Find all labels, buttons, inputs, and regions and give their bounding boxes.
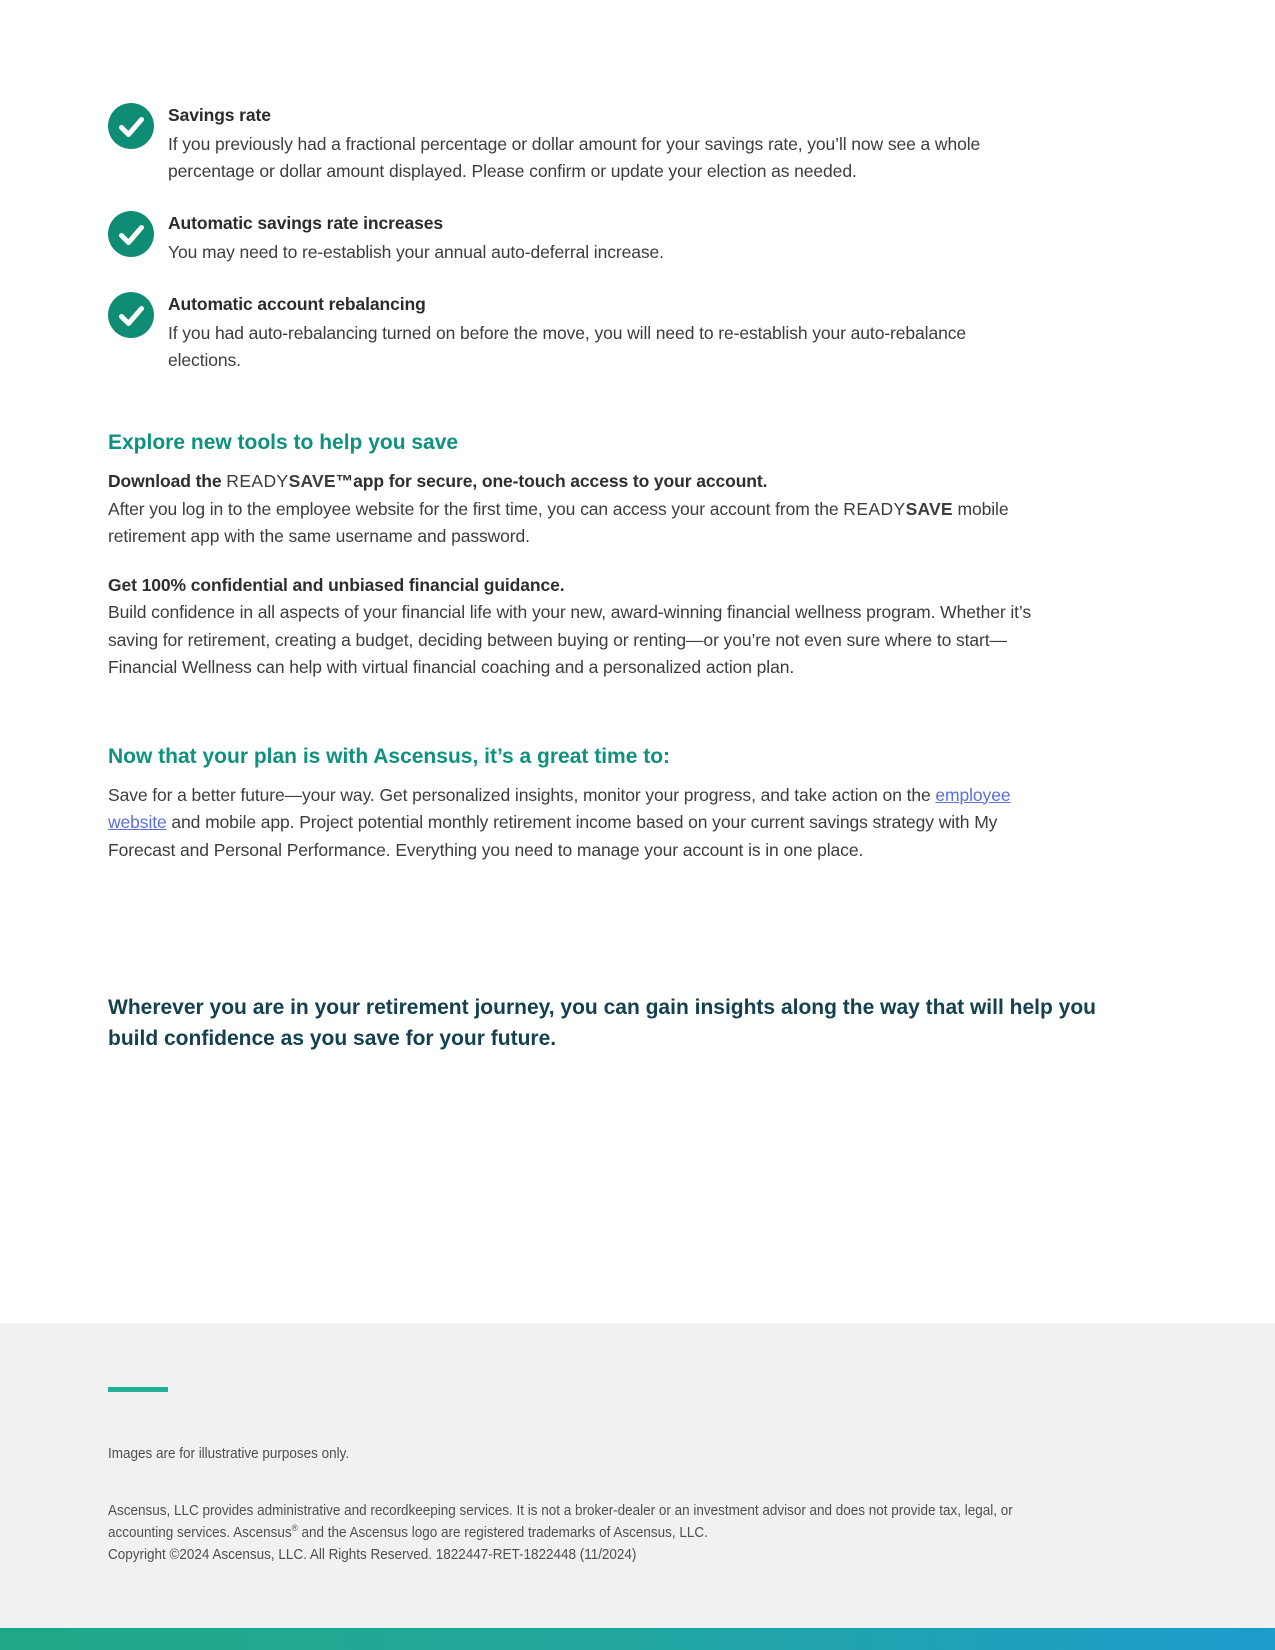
illustrative-note: Images are for illustrative purposes only. (108, 1446, 350, 1462)
check-circle-icon (108, 292, 154, 338)
list-item (108, 103, 998, 185)
section-heading: Explore new tools to help you save (108, 431, 459, 454)
plan-paragraph: Save for a better future—your way. Get personalized insights, monitor your progress, and take action on the employee website and mobile app. Project potential monthly retirement income based on your current savings strategy with My Forecast and Personal Performance. Everything you need to manage your account is in one place. (108, 784, 1011, 860)
page-footer (0, 1323, 1275, 1628)
download-paragraph: Download the READYSAVE™app for secure, one-touch access to your account. After you log in to the employee website for the first time, you can access your account from the READYSAVE mobile retirement app with the same username and password. (108, 471, 1009, 546)
registered-mark: ® (291, 1523, 298, 1534)
brand-readysave: READY (226, 471, 289, 491)
list-item (108, 292, 998, 374)
page-content (108, 0, 1168, 1075)
check-item-body: You may need to re-establish your annual auto-deferral increase. (168, 242, 664, 262)
check-circle-icon (108, 103, 154, 149)
check-item-body: If you previously had a fractional percentage or dollar amount for your savings rate, you’ll now see a whole percentage or dollar amount displayed. Please confirm or update your election as needed. (168, 134, 981, 181)
check-item-body: If you had auto-rebalancing turned on before the move, you will need to re-establish your auto-rebalance elections. (168, 323, 967, 370)
checklist-section (108, 0, 1168, 374)
brand-readysave: READY (843, 498, 906, 519)
check-circle-icon (108, 211, 154, 257)
explore-tools-section (108, 430, 1168, 682)
legal-disclaimer: Ascensus, LLC provides administrative and recordkeeping services. It is not a broker-dealer or an investment advisor and does not provide tax, legal, or accounting services. Ascensus® and the Ascensus logo are registered trademarks of Ascensus, LLC. (108, 1503, 1013, 1541)
teal-dash-rule (108, 1387, 168, 1392)
gradient-bottom-bar (0, 1628, 1275, 1650)
closing-statement: Wherever you are in your retirement journey, you can gain insights along the way that will help you build confidence as you save for your future. (108, 996, 1096, 1050)
check-item-title: Savings rate (168, 105, 271, 125)
ascensus-plan-section (108, 744, 1168, 865)
trademark-symbol: ™ (335, 471, 354, 491)
copyright-line: Copyright ©2024 Ascensus, LLC. All Rights Reserved. 1822447-RET-1822448 (11/2024) (108, 1547, 637, 1563)
check-item-title: Automatic account rebalancing (168, 294, 426, 314)
guidance-paragraph: Get 100% confidential and unbiased financial guidance. Build confidence in all aspects of your financial life with your new, award-winning financial wellness program. Whether it’s saving for retirement, creating a budget, deciding between buying or renting—or you’re not even sure where to start—Financial Wellness can help with virtual financial coaching and a personalized action plan. (108, 574, 1032, 677)
paragraph-lead: Download the (108, 471, 227, 491)
paragraph-lead: Get 100% confidential and unbiased financial guidance. (108, 574, 565, 595)
list-item (108, 211, 998, 266)
check-item-title: Automatic savings rate increases (168, 213, 443, 233)
section-heading: Now that your plan is with Ascensus, it’s a great time to: (108, 744, 671, 768)
employee-website-link[interactable]: employee website (108, 784, 1011, 832)
